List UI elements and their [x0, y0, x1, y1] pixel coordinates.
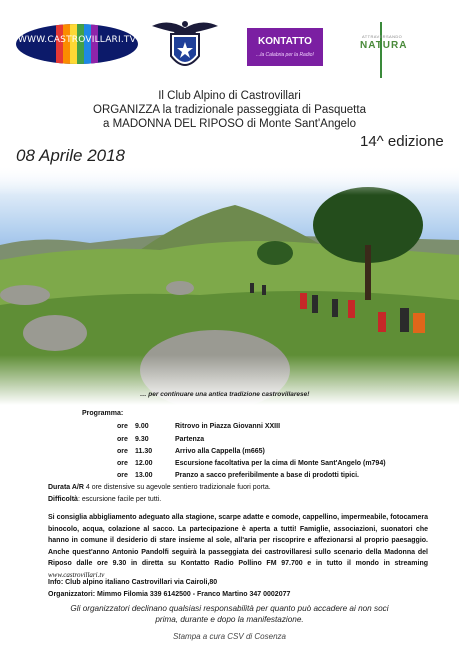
disclaimer-line-2: prima, durante e dopo la manifestazione. — [155, 615, 304, 624]
schedule-ore: ore — [117, 460, 128, 467]
durata-text: 4 ore distensive su agevole sentiero tradizionale fuori porta. — [83, 484, 271, 491]
attraversando-natura-logo — [356, 18, 416, 80]
description-paragraph — [48, 512, 428, 581]
natura-small-text: ATTRAVERSANDO — [362, 34, 403, 39]
tagline: … per continuare una antica tradizione castrovillarese! — [140, 391, 310, 398]
cai-eagle-emblem-icon — [150, 16, 220, 78]
durata-line — [48, 484, 271, 491]
schedule-ore: ore — [117, 423, 128, 430]
schedule-time: 9.00 — [135, 423, 149, 430]
schedule-desc: Pranzo a sacco preferibilmente a base di prodotti tipici. — [175, 472, 359, 479]
schedule-desc: Ritrovo in Piazza Giovanni XXIII — [175, 423, 281, 430]
kontatto-title: KONTATTO — [258, 36, 312, 47]
streaming-link[interactable]: www.castrovillari.tv — [48, 570, 105, 579]
kontatto-subtitle: ...la Calabria per la Radio! — [256, 52, 314, 58]
hikers-landscape-photo — [0, 165, 459, 405]
castrovillari-tv-text: WWW.CASTROVILLARI.TV — [18, 35, 136, 45]
schedule-ore: ore — [117, 472, 128, 479]
schedule-ore: ore — [117, 448, 128, 455]
header-line-2: ORGANIZZA la tradizionale passeggiata di Pasquetta — [93, 104, 366, 116]
castrovillari-tv-logo — [16, 24, 138, 64]
header-line-1: Il Club Alpino di Castrovillari — [158, 90, 301, 102]
schedule-desc: Arrivo alla Cappella (m665) — [175, 448, 265, 455]
schedule-ore: ore — [117, 436, 128, 443]
info-line: Info: Club alpino italiano Castrovillari via Cairoli,80 — [48, 579, 218, 586]
schedule-desc: Partenza — [175, 436, 205, 443]
printed-by: Stampa a cura CSV di Cosenza — [173, 632, 286, 641]
natura-big-text: NATURA — [360, 40, 408, 51]
durata-label: Durata A/R — [48, 484, 84, 491]
program-title: Programma: — [82, 410, 124, 417]
edition-label: 14^ edizione — [360, 133, 444, 150]
header-line-3: a MADONNA DEL RIPOSO di Monte Sant'Angelo — [103, 118, 356, 130]
difficolta-text: : escursione facile per tutti. — [77, 496, 162, 503]
schedule-desc: Escursione facoltativa per la cima di Monte Sant'Angelo (m794) — [175, 460, 386, 467]
difficolta-label: Difficoltà — [48, 496, 78, 503]
kontatto-logo — [247, 28, 323, 66]
disclaimer-line-1: Gli organizzatori declinano qualsiasi responsabilità per quanto può accadere ai non soci — [70, 604, 389, 613]
event-date: 08 Aprile 2018 — [16, 146, 126, 165]
description-text: Si consiglia abbigliamento adeguato alla stagione, scarpe adatte e comode, cappellino, impermeabile, fotocamera binocolo, acqua, colazione al sacco. La partecipazione è aperta a tutti! Famiglie, associazioni, suonatori che hanno in comune il desiderio di stare insieme al sole, all'aria per riscoprire e affezionarsi al proprio paesaggio. Anche quest'anno Antonio Pandolfi seguirà la passeggiata dei castrovillaresi sullo scenario della Madonna del Riposo dalle ore 9.30 in diretta su Kontatto Radio Pollino FM 97.700 e in tutto il mondo in streaming — [48, 514, 428, 567]
organizzatori-line: Organizzatori: Mimmo Filomia 339 6142500 - Franco Martino 347 0002077 — [48, 591, 291, 598]
schedule-time: 11.30 — [135, 448, 153, 455]
schedule-time: 9.30 — [135, 436, 149, 443]
schedule-time: 12.00 — [135, 460, 153, 467]
difficolta-line — [48, 496, 161, 503]
schedule-time: 13.00 — [135, 472, 153, 479]
